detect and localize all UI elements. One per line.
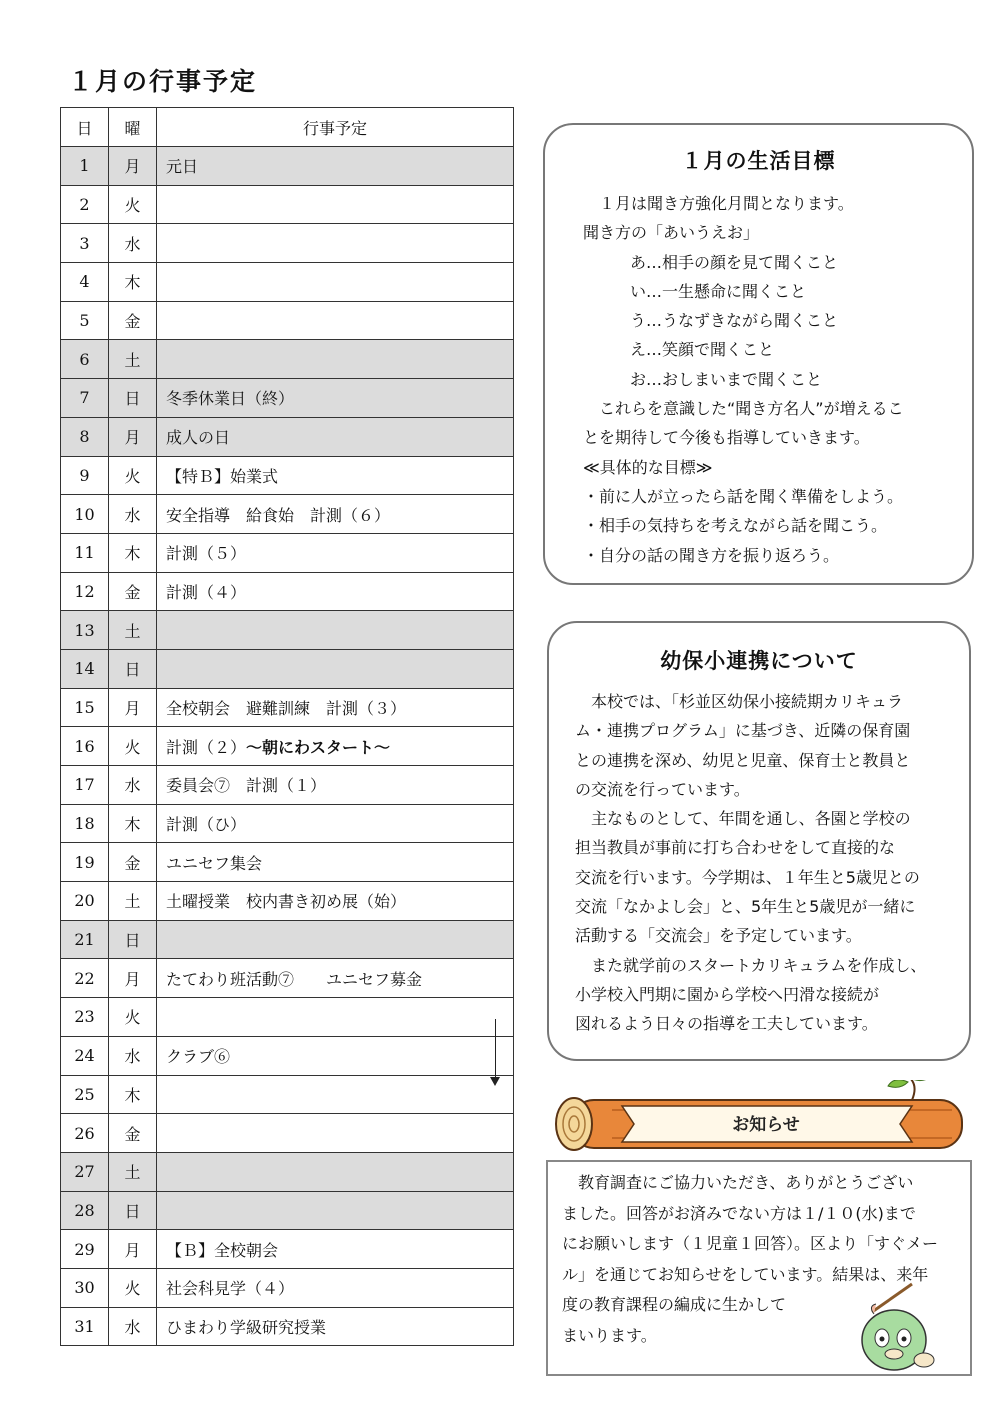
- renkei-line: 図れるよう日々の指導を工夫しています。: [575, 1014, 878, 1034]
- event-text: 【Ｂ】全校朝会: [166, 1240, 279, 1260]
- cell-event: [157, 1036, 514, 1075]
- cell-weekday: 水: [109, 1036, 157, 1075]
- cell-weekday: 月: [109, 147, 157, 186]
- cell-weekday: 金: [109, 1114, 157, 1153]
- cell-day: 16: [61, 727, 109, 766]
- cell-weekday: 日: [109, 1191, 157, 1230]
- life-goal-line: お…おしまいまで聞くこと: [630, 369, 823, 389]
- header-weekday: 曜: [109, 108, 157, 147]
- life-goal-line: あ…相手の顔を見て聞くこと: [630, 252, 839, 272]
- renkei-line: 小学校入門期に園から学校へ円滑な接続が: [575, 984, 880, 1004]
- table-row: [61, 882, 514, 921]
- table-row: [61, 766, 514, 805]
- table-row: [61, 224, 514, 263]
- cell-weekday: 月: [109, 959, 157, 998]
- cell-day: 17: [61, 766, 109, 805]
- cell-weekday: 水: [109, 766, 157, 805]
- table-header-row: [61, 108, 514, 147]
- renkei-line: 本校では、「杉並区幼保小接続期カリキュラ: [591, 692, 904, 711]
- event-text: 計測（２）: [166, 737, 247, 757]
- cell-event: [157, 959, 514, 998]
- notice-line: ました。回答がお済みでない方は１/１０(水)まで: [562, 1203, 916, 1223]
- cell-event: [157, 727, 514, 766]
- event-text: 安全指導 給食始 計測（６）: [166, 505, 391, 525]
- cell-weekday: 水: [109, 1307, 157, 1346]
- table-row: [61, 1075, 514, 1114]
- cell-event: [157, 263, 514, 302]
- cell-event: [157, 417, 514, 456]
- cell-weekday: 木: [109, 804, 157, 843]
- notice-line: にお願いします（１児童１回答）。区より「すぐメー: [562, 1234, 939, 1253]
- cell-event: [157, 649, 514, 688]
- event-text: 計測（４）: [166, 582, 247, 602]
- life-goal-line: ・自分の話の聞き方を振り返ろう。: [583, 545, 840, 565]
- table-row: [61, 185, 514, 224]
- cell-day: 14: [61, 649, 109, 688]
- table-row: [61, 611, 514, 650]
- leaf-icon: [888, 1080, 932, 1087]
- event-text: 計測（ひ）: [166, 815, 247, 835]
- table-row: [61, 843, 514, 882]
- cell-event: [157, 1307, 514, 1346]
- cell-weekday: 日: [109, 649, 157, 688]
- table-row: [61, 340, 514, 379]
- cell-weekday: 木: [109, 1075, 157, 1114]
- cell-day: 30: [61, 1268, 109, 1307]
- table-row: [61, 959, 514, 998]
- cell-day: 13: [61, 611, 109, 650]
- cell-weekday: 土: [109, 882, 157, 921]
- cell-event: [157, 920, 514, 959]
- cell-weekday: 日: [109, 379, 157, 418]
- cell-event: [157, 1075, 514, 1114]
- life-goal-title: １月の生活目標: [681, 149, 836, 173]
- cell-event: [157, 882, 514, 921]
- event-text: クラブ⑥: [166, 1047, 231, 1067]
- table-row: [61, 1114, 514, 1153]
- life-goal-line: ≪具体的な目標≫: [583, 457, 713, 477]
- life-goal-line: これらを意識した“聞き方名人”が増えるこ: [599, 399, 904, 419]
- cell-weekday: 金: [109, 843, 157, 882]
- cell-day: 25: [61, 1075, 109, 1114]
- cell-weekday: 水: [109, 224, 157, 263]
- cell-event: [157, 224, 514, 263]
- cell-event: [157, 533, 514, 572]
- cell-day: 31: [61, 1307, 109, 1346]
- renkei-box: [547, 621, 971, 1061]
- table-row: [61, 998, 514, 1037]
- cell-day: 5: [61, 301, 109, 340]
- table-row: [61, 456, 514, 495]
- table-row: [61, 804, 514, 843]
- table-row: [61, 379, 514, 418]
- cell-day: 22: [61, 959, 109, 998]
- table-row: [61, 301, 514, 340]
- table-row: [61, 1307, 514, 1346]
- table-row: [61, 533, 514, 572]
- cell-weekday: 月: [109, 688, 157, 727]
- life-goal-line: ・前に人が立ったら話を聞く準備をしよう。: [583, 486, 904, 506]
- cell-day: 27: [61, 1152, 109, 1191]
- life-goal-line: とを期待して今後も指導していきます。: [583, 428, 870, 448]
- cell-day: 26: [61, 1114, 109, 1153]
- renkei-line: の交流を行っています。: [575, 779, 750, 799]
- cell-event: [157, 804, 514, 843]
- renkei-line: 主なものとして、年間を通し、各園と学校の: [591, 809, 911, 829]
- notice-line: 教育調査にご協力いただき、ありがとうござい: [578, 1173, 914, 1192]
- table-row: [61, 1036, 514, 1075]
- renkei-line: 交流「なかよし会」と、5年生と5歳児が一緒に: [575, 897, 916, 917]
- life-goal-line: い…一生懸命に聞くこと: [630, 281, 807, 301]
- table-row: [61, 263, 514, 302]
- cell-event: [157, 185, 514, 224]
- event-text: 冬季休業日（終）: [166, 389, 295, 409]
- table-row: [61, 649, 514, 688]
- table-row: [61, 147, 514, 186]
- page-title: １月の行事予定: [68, 67, 258, 96]
- cell-day: 18: [61, 804, 109, 843]
- table-row: [61, 1268, 514, 1307]
- cell-weekday: 金: [109, 572, 157, 611]
- life-goal-body: [583, 189, 904, 570]
- renkei-line: との連携を深め、幼児と児童、保育士と教員と: [575, 750, 911, 770]
- cell-day: 4: [61, 263, 109, 302]
- schedule-table: [60, 107, 514, 1346]
- cell-day: 9: [61, 456, 109, 495]
- event-text: たてわり班活動⑦ ユニセフ募金: [166, 969, 423, 989]
- header-day: 日: [61, 108, 109, 147]
- banner-label: お知らせ: [732, 1115, 800, 1135]
- cell-event: [157, 843, 514, 882]
- cell-weekday: 月: [109, 1230, 157, 1269]
- cell-day: 2: [61, 185, 109, 224]
- event-text: 委員会⑦ 計測（１）: [166, 776, 327, 796]
- notice-banner: [552, 1080, 972, 1160]
- cell-event: [157, 1191, 514, 1230]
- cell-event: [157, 766, 514, 805]
- table-row: [61, 1230, 514, 1269]
- cell-event: [157, 340, 514, 379]
- cell-day: 15: [61, 688, 109, 727]
- cell-weekday: 金: [109, 301, 157, 340]
- life-goal-line: う…うなずきながら聞くこと: [630, 311, 839, 331]
- cell-weekday: 火: [109, 998, 157, 1037]
- notice-line: 度の教育課程の編成に生かして: [562, 1295, 787, 1314]
- renkei-line: 交流を行います。今学期は、１年生と5歳児との: [575, 867, 920, 887]
- header-event: 行事予定: [157, 108, 514, 147]
- cell-weekday: 火: [109, 1268, 157, 1307]
- life-goal-line: 聞き方の「あいうえお」: [583, 223, 760, 243]
- cell-event: [157, 1114, 514, 1153]
- cell-day: 21: [61, 920, 109, 959]
- cell-day: 28: [61, 1191, 109, 1230]
- cell-day: 10: [61, 495, 109, 534]
- cell-weekday: 土: [109, 611, 157, 650]
- renkei-line: 担当教員が事前に打ち合わせをして直接的な: [575, 838, 896, 858]
- renkei-line: また就学前のスタートカリキュラムを作成し、: [591, 955, 927, 975]
- cell-event: [157, 456, 514, 495]
- cell-event: [157, 301, 514, 340]
- event-text: 成人の日: [166, 428, 231, 448]
- cell-weekday: 木: [109, 533, 157, 572]
- event-text: ユニセフ集会: [166, 853, 263, 873]
- cell-weekday: 月: [109, 417, 157, 456]
- cell-event: [157, 1230, 514, 1269]
- cell-weekday: 火: [109, 185, 157, 224]
- cell-event: [157, 1152, 514, 1191]
- cell-weekday: 水: [109, 495, 157, 534]
- life-goal-box: [543, 123, 974, 585]
- life-goal-line: １月は聞き方強化月間となります。: [599, 194, 854, 213]
- cell-event: [157, 998, 514, 1037]
- renkei-line: ム・連携プログラム」に基づき、近隣の保育園: [575, 721, 911, 741]
- renkei-body: [575, 687, 926, 1039]
- cell-weekday: 火: [109, 727, 157, 766]
- cell-weekday: 木: [109, 263, 157, 302]
- cell-event: [157, 688, 514, 727]
- cell-day: 1: [61, 147, 109, 186]
- renkei-title: 幼保小連携について: [660, 649, 858, 673]
- notice-line: ル」を通じてお知らせをしています。結果は、来年: [562, 1264, 929, 1284]
- event-highlight: ～朝にわスタート～: [246, 737, 391, 757]
- event-text: 元日: [166, 157, 199, 177]
- cell-day: 24: [61, 1036, 109, 1075]
- table-row: [61, 495, 514, 534]
- life-goal-line: ・相手の気持ちを考えながら話を聞こう。: [583, 516, 888, 536]
- cell-day: 19: [61, 843, 109, 882]
- table-row: [61, 1152, 514, 1191]
- event-text: 土曜授業 校内書き初め展（始）: [166, 892, 407, 912]
- renkei-line: 活動する「交流会」を予定しています。: [575, 926, 862, 946]
- cell-day: 8: [61, 417, 109, 456]
- cell-event: [157, 495, 514, 534]
- cell-day: 23: [61, 998, 109, 1037]
- cell-day: 11: [61, 533, 109, 572]
- cell-weekday: 土: [109, 1152, 157, 1191]
- mascot-icon: [852, 1282, 942, 1374]
- cell-day: 29: [61, 1230, 109, 1269]
- cell-event: [157, 1268, 514, 1307]
- event-text: 社会科見学（４）: [166, 1279, 295, 1299]
- continuation-arrow-line: [495, 1019, 496, 1079]
- cell-weekday: 日: [109, 920, 157, 959]
- table-row: [61, 727, 514, 766]
- cell-event: [157, 572, 514, 611]
- event-text: ひまわり学級研究授業: [166, 1317, 327, 1337]
- table-row: [61, 688, 514, 727]
- cell-day: 12: [61, 572, 109, 611]
- table-row: [61, 417, 514, 456]
- cell-weekday: 土: [109, 340, 157, 379]
- life-goal-line: え…笑顔で聞くこと: [630, 340, 775, 360]
- cell-day: 20: [61, 882, 109, 921]
- cell-day: 7: [61, 379, 109, 418]
- table-row: [61, 920, 514, 959]
- event-text: 計測（５）: [166, 544, 247, 564]
- cell-event: [157, 611, 514, 650]
- table-row: [61, 1191, 514, 1230]
- cell-event: [157, 147, 514, 186]
- notice-line: まいります。: [562, 1325, 657, 1345]
- cell-weekday: 火: [109, 456, 157, 495]
- table-row: [61, 572, 514, 611]
- event-text: 全校朝会 避難訓練 計測（３）: [166, 698, 407, 718]
- event-text: 【特Ｂ】始業式: [166, 466, 279, 486]
- cell-event: [157, 379, 514, 418]
- cell-day: 3: [61, 224, 109, 263]
- cell-day: 6: [61, 340, 109, 379]
